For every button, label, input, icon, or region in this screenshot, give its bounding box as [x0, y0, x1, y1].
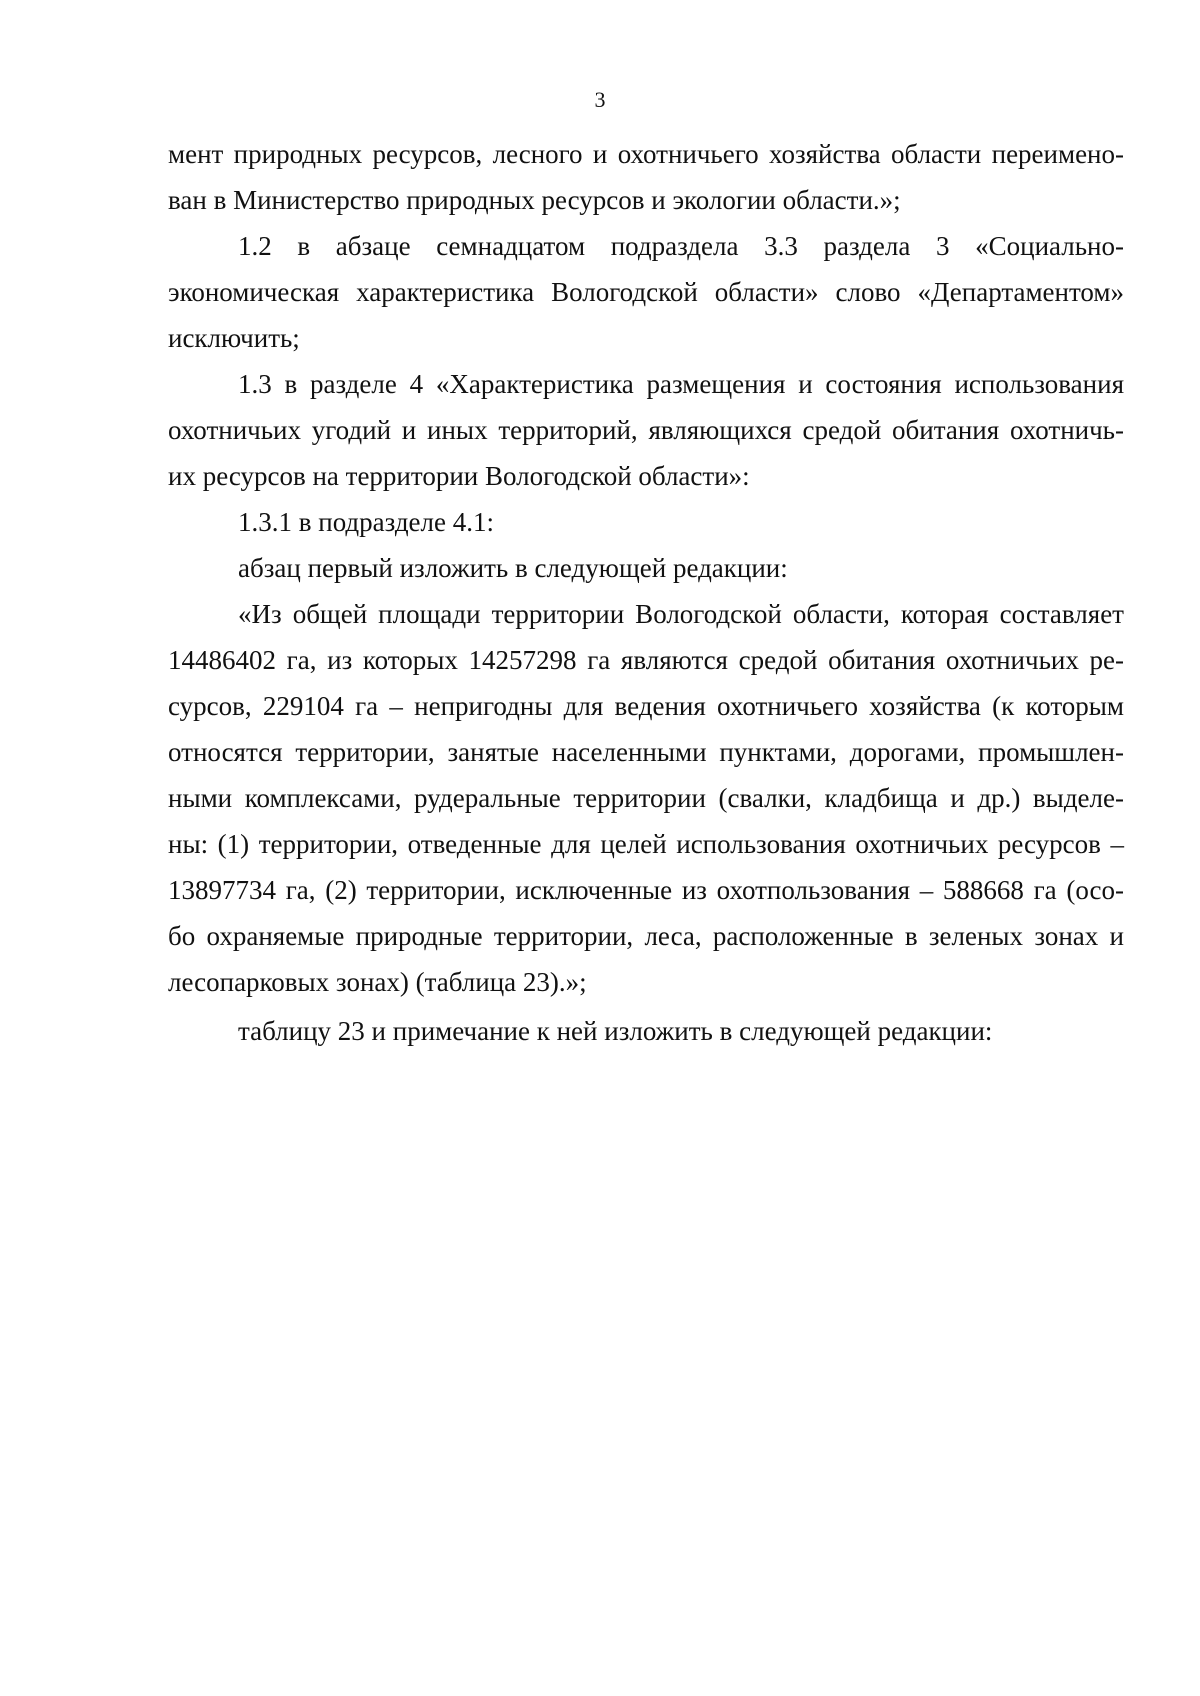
document-body — [168, 131, 1124, 1054]
text-line: ными комплексами, рудеральные территории (свалки, кладбища и др.) выделе- — [168, 783, 1124, 813]
text-line: их ресурсов на территории Вологодской области»: — [168, 461, 750, 491]
text-line: 1.3.1 в подразделе 4.1: — [238, 507, 494, 537]
text-line: 14486402 га, из которых 14257298 га являются средой обитания охотничьих ре- — [168, 645, 1124, 675]
text-line: 13897734 га, (2) территории, исключенные из охотпользования – 588668 га (осо- — [168, 875, 1124, 905]
text-line: исключить; — [168, 323, 300, 353]
paragraph-1 — [168, 131, 1124, 223]
text-line: относятся территории, занятые населенными пунктами, дорогами, промышлен- — [168, 737, 1124, 767]
paragraph-5 — [168, 545, 1124, 591]
paragraph-3 — [168, 361, 1124, 499]
text-line: ны: (1) территории, отведенные для целей использования охотничьих ресурсов – — [168, 829, 1124, 859]
text-line: лесопарковых зонах) (таблица 23).»; — [168, 967, 587, 997]
text-line: ван в Министерство природных ресурсов и экологии области.»; — [168, 185, 901, 215]
text-line: сурсов, 229104 га – непригодны для ведения охотничьего хозяйства (к которым — [168, 691, 1124, 721]
text-line: «Из общей площади территории Вологодской области, которая составляет — [238, 599, 1124, 629]
text-line: экономическая характеристика Вологодской области» слово «Департаментом» — [168, 277, 1124, 307]
paragraph-6 — [168, 591, 1124, 1005]
paragraph-7 — [168, 1008, 1124, 1054]
paragraph-2 — [168, 223, 1124, 361]
text-line: абзац первый изложить в следующей редакции: — [238, 553, 788, 583]
text-line: таблицу 23 и примечание к ней изложить в следующей редакции: — [238, 1016, 993, 1046]
text-line: 1.3 в разделе 4 «Характеристика размещения и состояния использования — [238, 369, 1124, 399]
paragraph-4 — [168, 499, 1124, 545]
text-line: мент природных ресурсов, лесного и охотничьего хозяйства области переимено- — [168, 139, 1124, 169]
text-line: бо охраняемые природные территории, леса, расположенные в зеленых зонах и — [168, 921, 1124, 951]
page-number: 3 — [594, 87, 606, 112]
text-line: 1.2 в абзаце семнадцатом подраздела 3.3 раздела 3 «Социально- — [238, 231, 1124, 261]
text-line: охотничьих угодий и иных территорий, являющихся средой обитания охотничь- — [168, 415, 1124, 445]
